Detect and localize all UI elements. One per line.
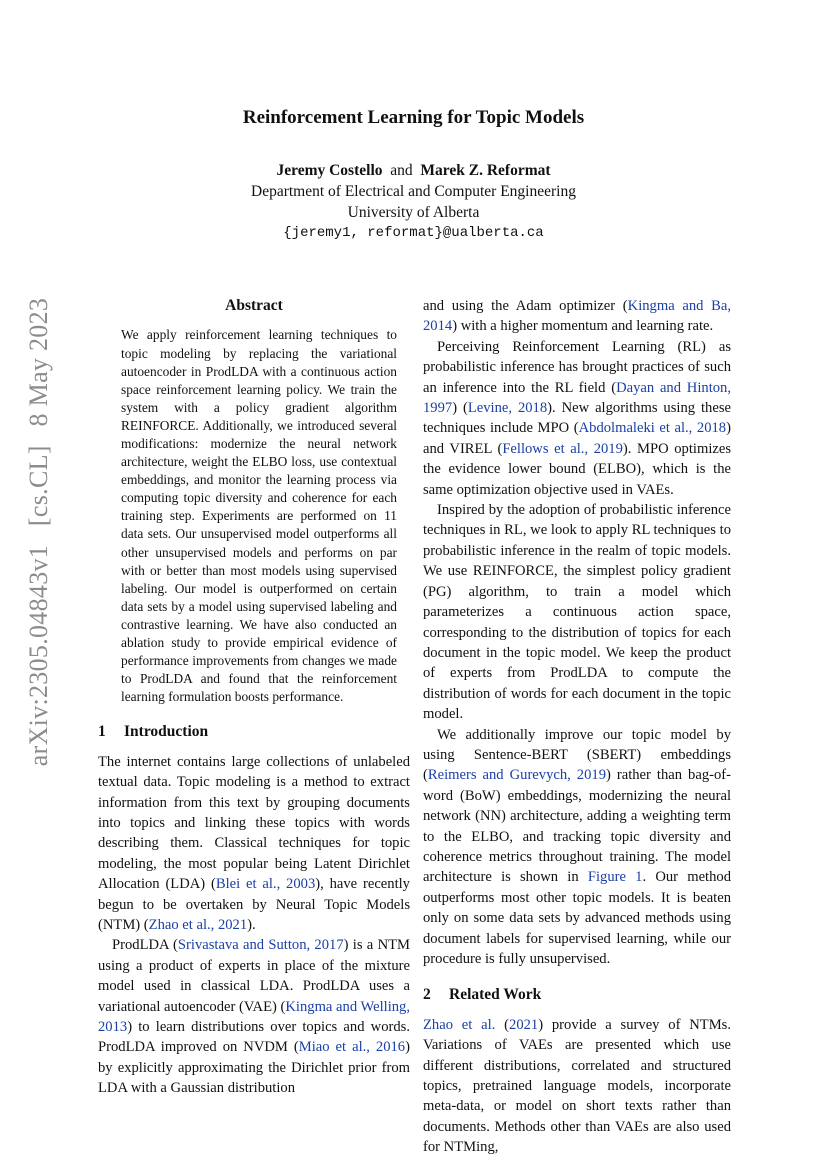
university: University of Alberta <box>347 204 480 221</box>
citation-link[interactable]: Reimers and Gurevych, 2019 <box>427 767 606 784</box>
arxiv-id: arXiv:2305.04843v1 <box>24 544 53 767</box>
intro-paragraph-1: The internet contains large collections of unlabeled textual data. Topic modeling is a method to extract information from this text by grouping documents into topics and linking these topics with words describing them. Classical techniques for topic modeling, the most popular being Latent Dirichlet Allocation (LDA) (Blei et al., 2003), have recently begun to be overtaken by Neural Topic Models (NTM) (Zhao et al., 2021). <box>98 753 410 934</box>
citation-link[interactable]: Miao et al., 2016 <box>298 1039 406 1056</box>
citation-link[interactable]: Levine, 2018 <box>467 400 548 417</box>
author-1: Jeremy Costello <box>276 162 383 179</box>
section-number: 2 <box>423 986 431 1004</box>
citation-link[interactable]: Kingma and Ba, 2014 <box>423 298 731 335</box>
citation-link[interactable]: Zhao et al., 2021 <box>148 917 248 934</box>
citation-link[interactable]: 2021 <box>509 1016 539 1033</box>
abstract-heading: Abstract <box>225 297 283 314</box>
section-heading-related-work <box>423 985 731 1005</box>
intro-paragraph-2: ProdLDA (Srivastava and Sutton, 2017) is a NTM using a product of experts in place of the mixture model used in classical LDA. ProdLDA uses a variational autoencoder (VAE) (Kingma and Welling, 2013) to learn distributions over topics and words. ProdLDA improved on NVDM (Miao et al., 2016) by explicitly approximating the Dirichlet prior from LDA with a Gaussian distribution <box>98 937 411 1097</box>
citation-link[interactable]: Blei et al., 2003 <box>215 876 316 893</box>
related-paragraph-1: Zhao et al. (2021) provide a survey of NTMs. Variations of VAEs are presented which use different distributions, correlated and structured topics, pretrained language models, incorporate meta-data, or model on short texts rather than documents. Methods other than VAEs are also used for NTMing, <box>423 1016 732 1156</box>
author-2: Marek Z. Reformat <box>420 162 551 179</box>
section-heading-introduction <box>98 722 410 742</box>
email: {jeremy1, reformat}@ualberta.ca <box>283 225 544 241</box>
intro-paragraph-5: We additionally improve our topic model by using Sentence-BERT (SBERT) embeddings (Reimers and Gurevych, 2019) rather than bag-of-word (BoW) embeddings, modernizing the neural network (NN) architecture, adding a weighting term to the ELBO, and tracking topic diversity and coherence metrics throughout training. The model architecture is shown in Figure 1. Our method outperforms most other topic models. It is beaten only on some data sets by advanced methods using document labels for supervised learning, while our procedure is fully unsupervised. <box>423 726 731 967</box>
author-conjunction: and <box>390 162 413 179</box>
arxiv-category: [cs.CL] <box>24 445 53 527</box>
right-column <box>423 296 731 1158</box>
author-names <box>0 160 827 181</box>
citation-link[interactable]: Srivastava and Sutton, 2017 <box>177 937 344 954</box>
department: Department of Electrical and Computer Engineering <box>251 183 576 200</box>
intro-paragraph-2-continued: and using the Adam optimizer (Kingma and Ba, 2014) with a higher momentum and learning rate. <box>423 298 731 335</box>
arxiv-date: 8 May 2023 <box>24 297 53 427</box>
abstract-text: We apply reinforcement learning techniques to topic modeling by replacing the variational autoencoder in ProdLDA with a continuous action space reinforcement learning policy. We train the system with a policy gradient algorithm REINFORCE. Additionally, we introduced several modifications: modernize the neural network architecture, weight the ELBO loss, use contextual embeddings, and monitor the learning process via computing topic diversity and coherence for each training step. Experiments are performed on 11 data sets. Our unsupervised model outperforms all other unsupervised models and performs on par with or better than most models using supervised labeling. Our model is outperformed on certain data sets by a model using supervised labeling and contrastive learning. We have also conducted an ablation study to provide empirical evidence of performance improvements from changes we made to ProdLDA and found that the reinforcement learning formulation boosts performance. <box>121 327 397 705</box>
section-number: 1 <box>98 723 106 741</box>
left-column <box>98 296 410 1099</box>
section-title: Related Work <box>449 986 542 1004</box>
intro-paragraph-3: Perceiving Reinforcement Learning (RL) as probabilistic inference has brought practices of such an inference into the RL field (Dayan and Hinton, 1997) (Levine, 2018). New algorithms using these techniques include MPO (Abdolmaleki et al., 2018) and VIREL (Fellows et al., 2019). MPO optimizes the evidence lower bound (ELBO), which is the same optimization objective used in VAEs. <box>423 338 732 498</box>
citation-link[interactable]: Fellows et al., 2019 <box>502 440 623 457</box>
section-title: Introduction <box>124 723 209 741</box>
citation-link[interactable]: Zhao et al. <box>423 1016 496 1033</box>
author-block <box>0 160 827 244</box>
citation-link[interactable]: Abdolmaleki et al., 2018 <box>578 420 727 437</box>
paper-title: Reinforcement Learning for Topic Models <box>242 107 585 128</box>
citation-link[interactable]: Dayan and Hinton, 1997 <box>423 379 731 417</box>
intro-paragraph-4: Inspired by the adoption of probabilistic inference techniques in RL, we look to apply RL techniques to probabilistic inference in the realm of topic models. We use REINFORCE, the simplest policy gradient (PG) algorithm, to train a model which parameterizes a continuous action space, corresponding to the distribution of topics for each document in the topic model. We keep the product of experts from ProdLDA to compute the distribution of words for each document in the topic model. <box>423 502 731 723</box>
arxiv-stamp <box>14 297 64 767</box>
citation-link[interactable]: Kingma and Welling, 2013 <box>98 998 410 1036</box>
figure-link[interactable]: Figure 1 <box>587 869 643 886</box>
